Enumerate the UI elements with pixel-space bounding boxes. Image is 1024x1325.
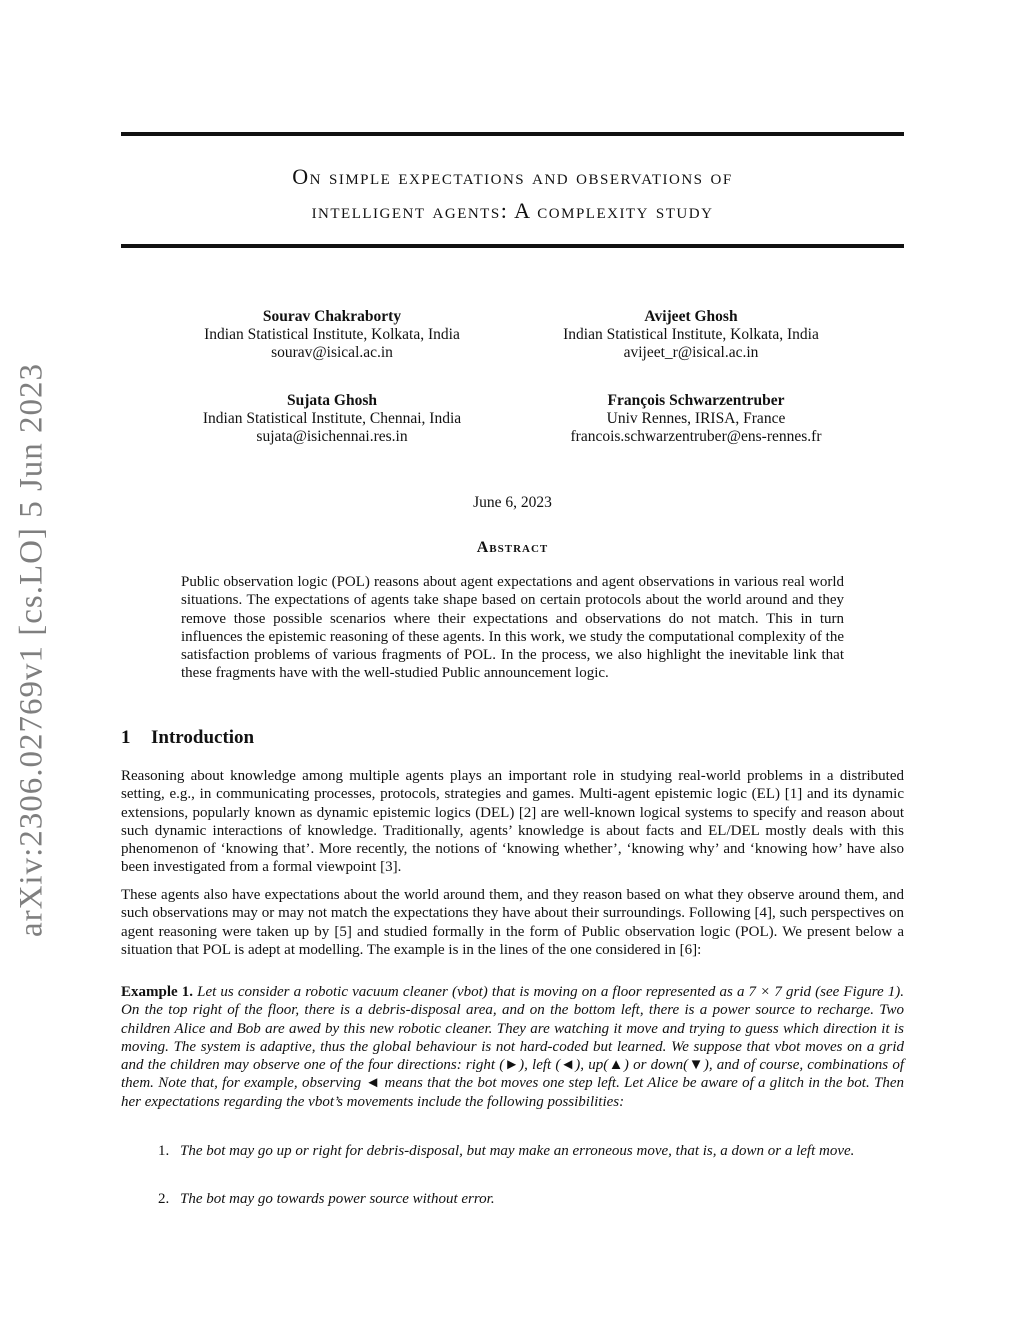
author-email: avijeet_r@isical.ac.in <box>623 344 759 361</box>
author-email: sourav@isical.ac.in <box>271 344 393 361</box>
abstract-text: Public observation logic (POL) reasons about agent expectations and agent observations in various real world situations. The expectations of agents take shape based on certain protocols about the world around and they remove those possible scenarios where their expectations and observations do not match. This in turn influences the epistemic reasoning of these agents. In this work, we study the computational complexity of the satisfaction problems of various fragments of POL. In the process, we also highlight the inevitable link that these fragments have with the well-studied Public announcement logic. <box>181 574 844 682</box>
paper-title <box>121 160 904 228</box>
author-block <box>531 392 861 446</box>
list-item <box>158 1142 904 1160</box>
author-email: sujata@isichennai.res.in <box>256 428 408 445</box>
author-block <box>531 308 851 362</box>
list-item-number: 2. <box>158 1191 170 1207</box>
author-email: francois.schwarzentruber@ens-rennes.fr <box>570 428 822 445</box>
section-title: Introduction <box>151 727 255 748</box>
paper-date: June 6, 2023 <box>473 494 552 511</box>
author-affiliation: Indian Statistical Institute, Kolkata, India <box>204 326 460 343</box>
example-block <box>121 983 904 1111</box>
title-line-1: On simple expectations and observations of <box>292 164 733 189</box>
author-name: Avijeet Ghosh <box>644 308 738 325</box>
list-item-text: The bot may go towards power source without error. <box>180 1191 495 1207</box>
intro-paragraph-1: Reasoning about knowledge among multiple agents plays an important role in studying real-world problems in a distributed setting, e.g., in communicating processes, protocols, strategies and games. Multi-agent epistemic logic (EL) [1] and its dynamic extensions, popularly known as dynamic epistemic logics (DEL) [2] are well-known logical systems to specify and reason about such dynamic interactions of knowledge. Traditionally, agents’ knowledge is about facts and EL/DEL mostly deals with this phenomenon of ‘knowing that’. More recently, the notions of ‘knowing whether’, ‘knowing why’ and ‘knowing how’ have also been investigated from a formal viewpoint [3]. <box>121 768 904 876</box>
arxiv-stamp-text: arXiv:2306.02769v1 [cs.LO] 5 Jun 2023 <box>13 362 50 938</box>
title-bottom-rule <box>121 244 904 248</box>
author-name: Sourav Chakraborty <box>262 308 402 325</box>
example-label: Example 1. <box>121 984 194 1000</box>
intro-paragraph-2: These agents also have expectations about the world around them, and they reason based on what they observe around them, and such observations may or may not match the expectations they have about their surroundings. Following [4], such perspectives on agent reasoning were taken up by [5] and studied formally in the form of Public observation logic (POL). We present below a situation that POL is adept at modelling. The example is in the lines of the one considered in [6]: <box>121 887 904 958</box>
list-item <box>158 1190 904 1208</box>
author-name: François Schwarzentruber <box>607 392 785 409</box>
abstract-heading: Abstract <box>476 539 549 556</box>
arxiv-stamp <box>13 362 50 938</box>
example-text: Let us consider a robotic vacuum cleaner (vbot) that is moving on a floor represented as a 7 × 7 grid (see Figure 1). On the top right of the floor, there is a debris-disposal area, and on the bottom left, there is a power source to recharge. Two children Alice and Bob are awed by this new robotic cleaner. They are watching it move and trying to guess which direction it is moving. The system is adaptive, thus the global behaviour is not hard-coded but learned. We suppose that vbot moves on a grid and the children may observe one of the four directions: right (►), left (◄), up(▲) or down(▼), and of course, combinations of them. Note that, for example, observing ◄ means that the bot moves one step left. Let Alice be aware of a glitch in the bot. Then her expectations regarding the vbot’s movements include the following possibilities: <box>121 984 904 1110</box>
list-item-text: The bot may go up or right for debris-disposal, but may make an erroneous move, that is, a down or a left move. <box>180 1143 855 1159</box>
author-affiliation: Indian Statistical Institute, Chennai, India <box>202 410 462 427</box>
title-line-2: intelligent agents: A complexity study <box>311 198 714 223</box>
list-item-number: 1. <box>158 1143 170 1159</box>
author-name: Sujata Ghosh <box>286 392 378 409</box>
section-number: 1 <box>121 727 131 748</box>
author-affiliation: Univ Rennes, IRISA, France <box>606 410 786 427</box>
author-block <box>172 308 492 362</box>
author-affiliation: Indian Statistical Institute, Kolkata, India <box>563 326 819 343</box>
section-heading <box>121 727 254 749</box>
title-top-rule <box>121 132 904 136</box>
author-block <box>172 392 492 446</box>
